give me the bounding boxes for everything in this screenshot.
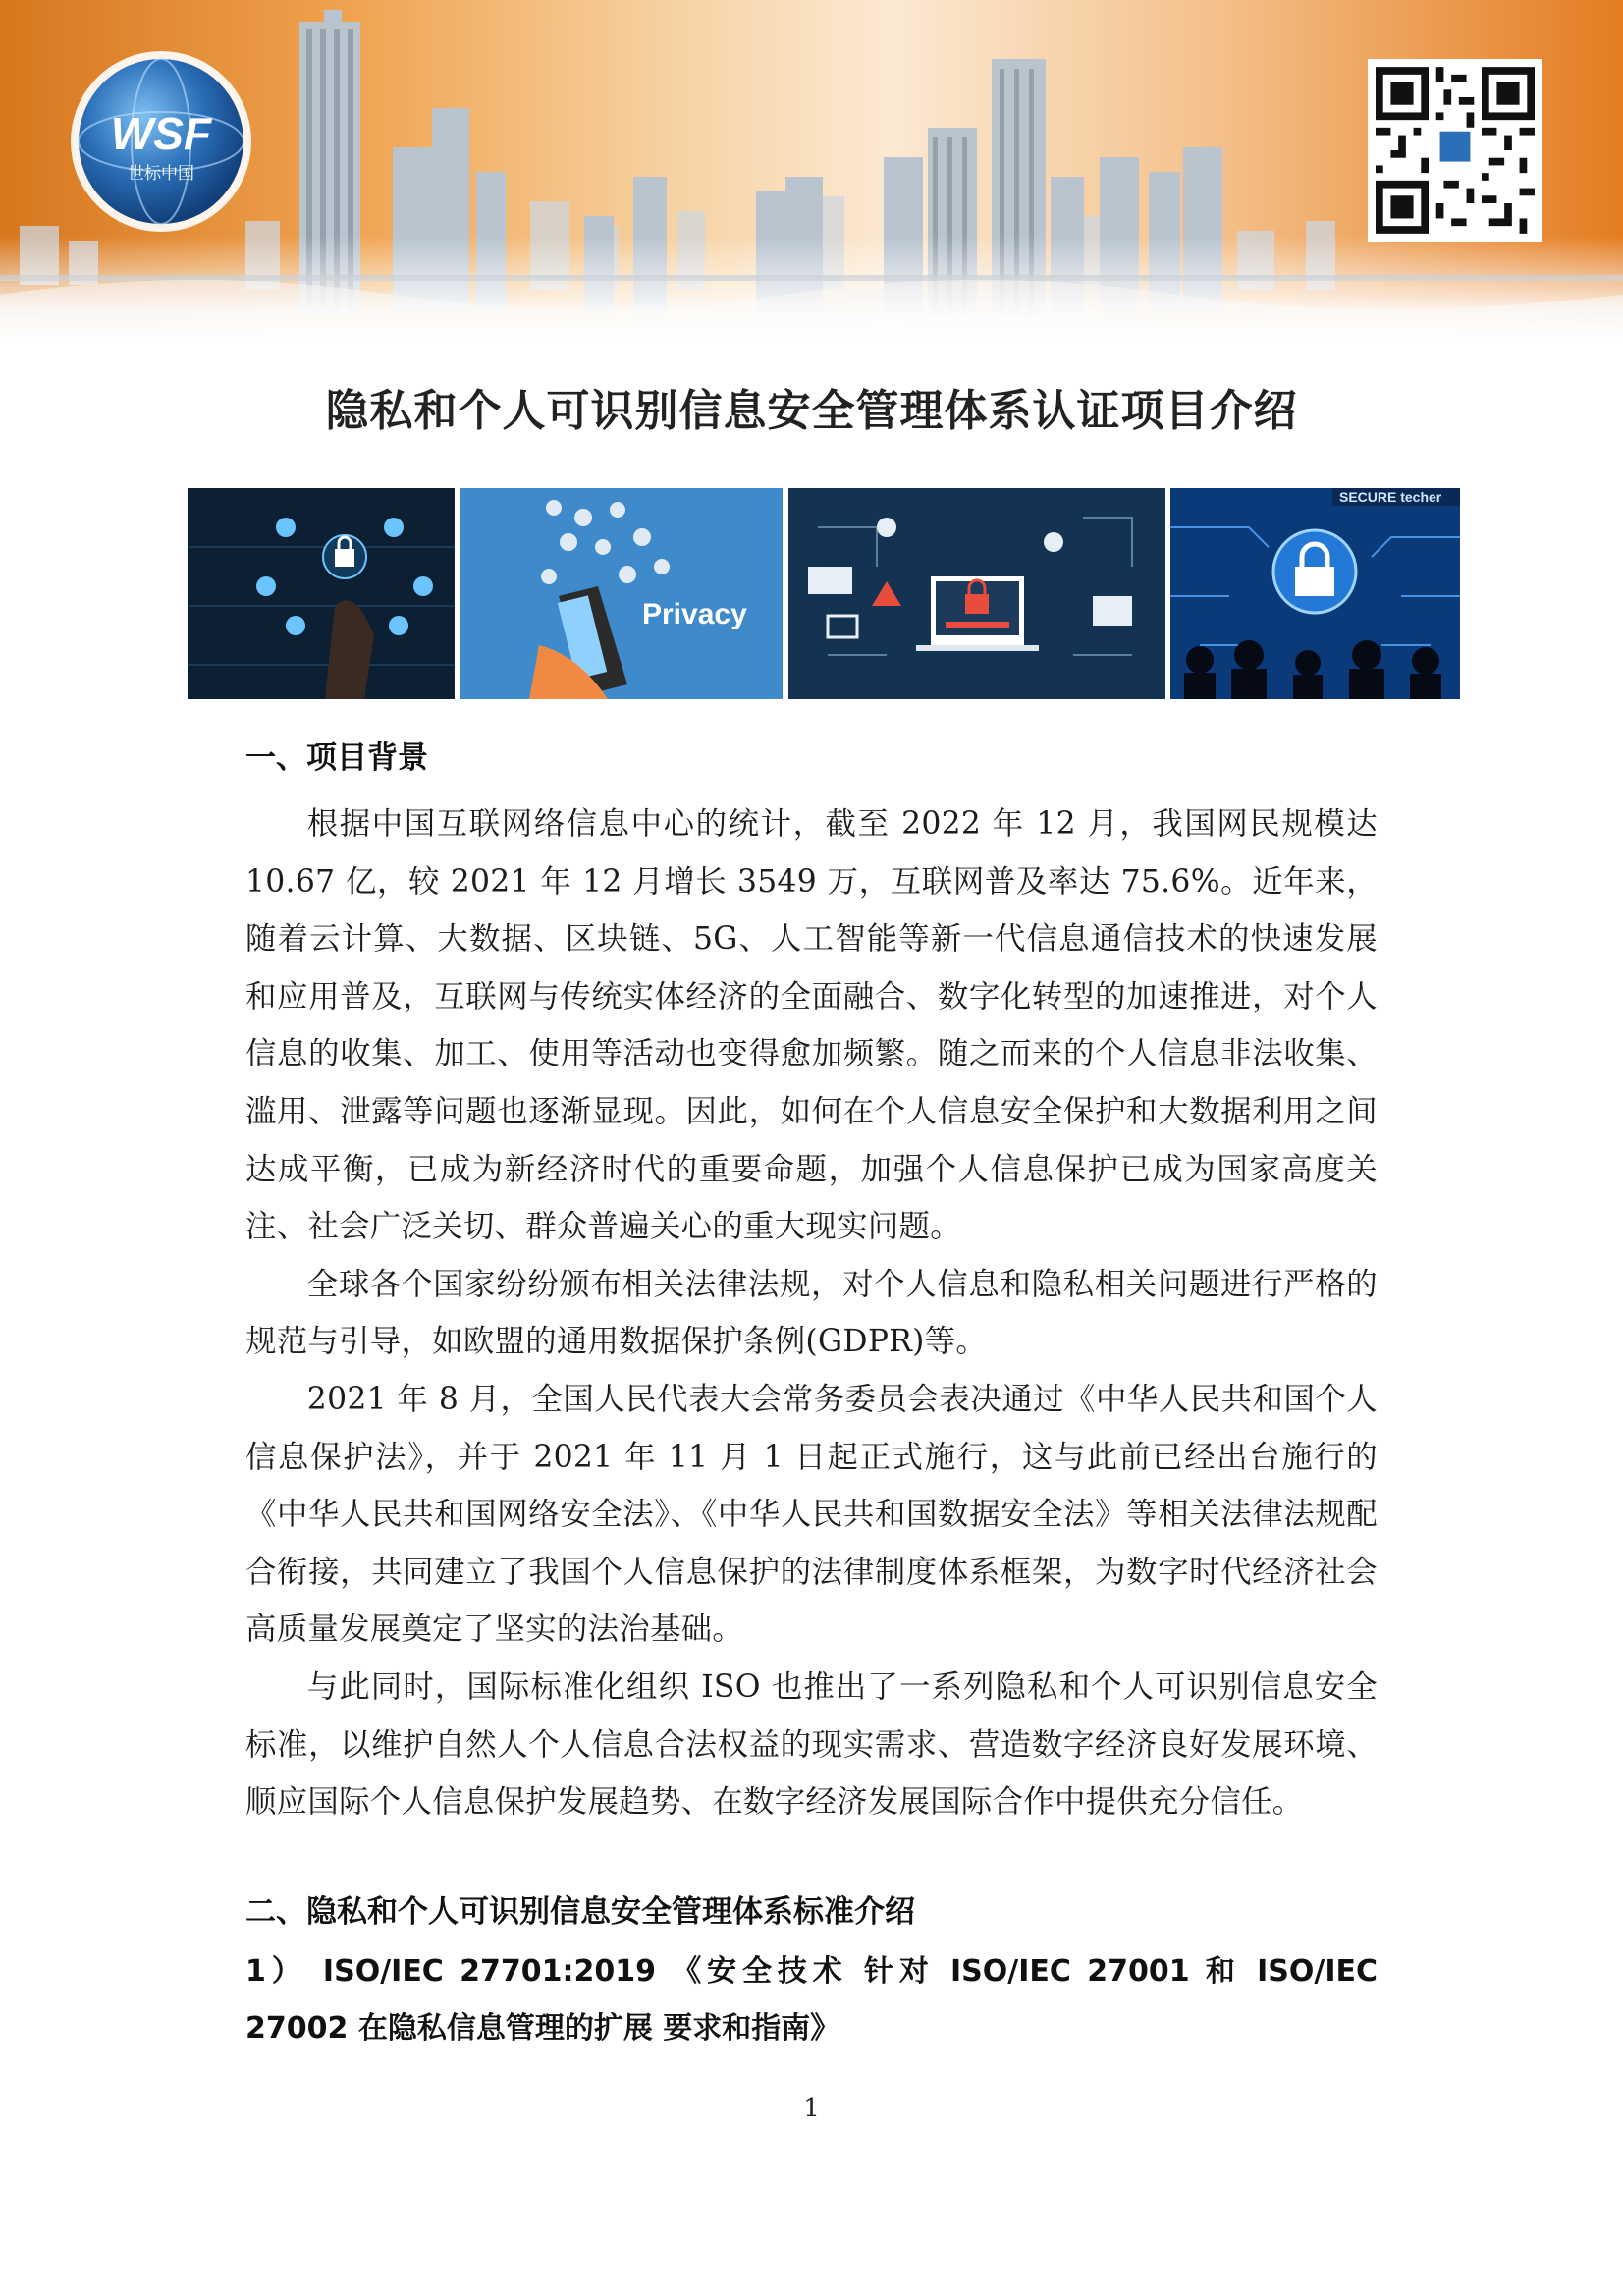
document-body xyxy=(245,737,1378,2057)
paragraph: 与此同时，国际标准化组织 ISO 也推出了一系列隐私和个人可识别信息安全标准，以维护自然人个人信息合法权益的现实需求、营造数字经济良好发展环境、顺应国际个人信息保护发展趋势、在数字经济发展国际合作中提供充分信任。 xyxy=(245,1668,1378,1821)
standard-item: 1） ISO/IEC 27701:2019 《安全技术 针对 ISO/IEC 27001 和 ISO/IEC 27002 在隐私信息管理的扩展 要求和指南》 xyxy=(245,1953,1378,2046)
qr-code-pattern xyxy=(1376,67,1535,234)
privacy-phone-image xyxy=(460,488,783,699)
secure-techer-label: SECURE techer xyxy=(1339,489,1442,505)
document-title: 隐私和个人可识别信息安全管理体系认证项目介绍 xyxy=(325,386,1298,436)
section-heading-background: 一、项目背景 xyxy=(245,740,428,776)
cyber-icons-image xyxy=(788,488,1165,699)
logo-wordmark: WSF xyxy=(110,108,212,159)
logo-subtitle: 世标中国 xyxy=(128,164,194,184)
paragraph: 2021 年 8 月，全国人民代表大会常务委员会表决通过《中华人民共和国个人信息保护法》，并于 2021 年 11 月 1 日起正式施行，这与此前已经出台施行的《中华人民共和国网络安全法》、《中华人民共和国数据安全法》等相关法律法规配合衔接，共同建立了我国个人信息保护的法律制度体系框架，为数字时代经济社会高质量发展奠定了坚实的法治基础。 xyxy=(245,1381,1378,1648)
page-number: 1 xyxy=(803,2094,820,2123)
wsf-logo xyxy=(67,47,255,236)
header-banner xyxy=(0,0,1623,339)
paragraph: 根据中国互联网络信息中心的统计，截至 2022 年 12 月，我国网民规模达 10.67 亿，较 2021 年 12 月增长 3549 万，互联网普及率达 75.6%。近年来，随着云计算、大数据、区块链、5G、人工智能等新一代信息通信技术的快速发展和应用普及，互联网与传统实体经济的全面融合、数字化转型的加速推进，对个人信息的收集、加工、使用等活动也变得愈加频繁。随之而来的个人信息非法收集、滥用、泄露等问题也逐渐显现。因此，如何在个人信息安全保护和大数据利用之间达成平衡，已成为新经济时代的重要命题，加强个人信息保护已成为国家高度关注、社会广泛关切、群众普遍关心的重大现实问题。 xyxy=(245,806,1378,1245)
security-touch-image xyxy=(188,488,455,699)
paragraph: 全球各个国家纷纷颁布相关法律法规，对个人信息和隐私相关问题进行严格的规范与引导，如欧盟的通用数据保护条例(GDPR)等。 xyxy=(245,1266,1378,1360)
section-heading-standards: 二、隐私和个人可识别信息安全管理体系标准介绍 xyxy=(245,1893,915,1930)
circuit-lock-image xyxy=(1170,488,1460,699)
privacy-label: Privacy xyxy=(642,598,747,630)
banner-fade xyxy=(0,236,1623,339)
qr-code xyxy=(1368,59,1542,242)
